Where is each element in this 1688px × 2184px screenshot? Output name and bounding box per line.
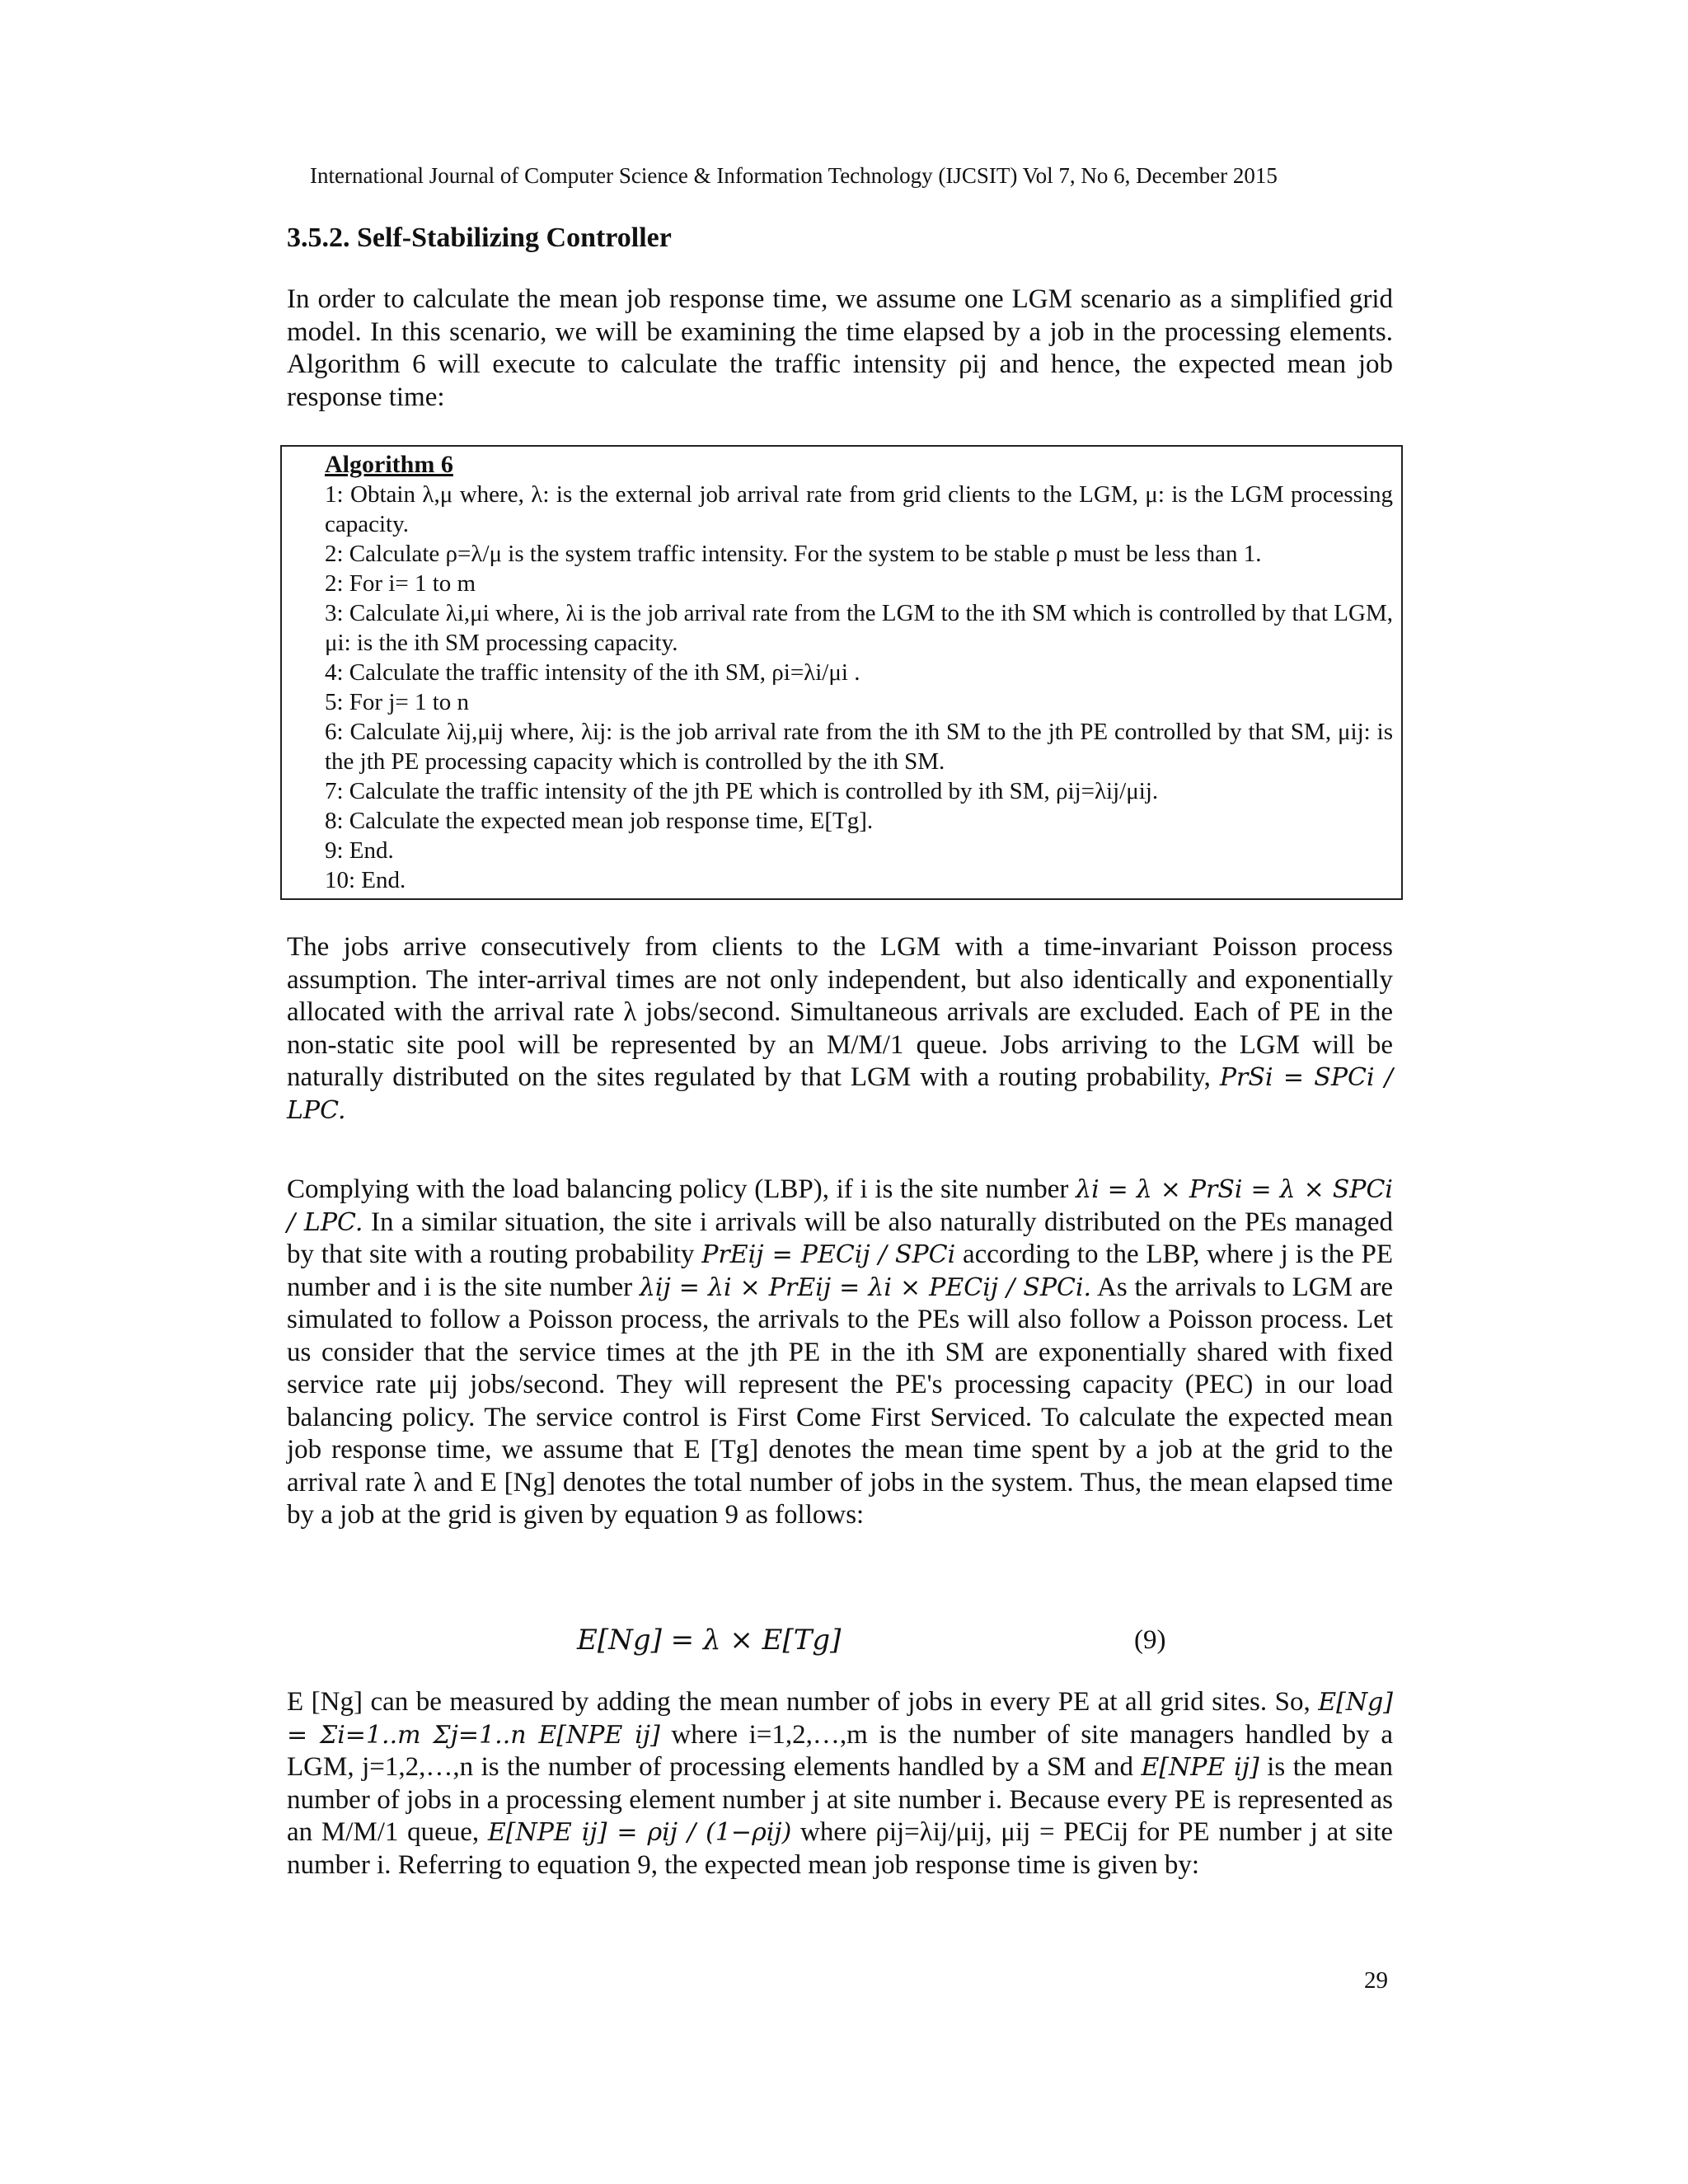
intro-paragraph: In order to calculate the mean job response time, we assume one LGM scenario as a simplified grid model. In this scenario, we will be examining the time elapsed by a job in the processing elements. Algorithm 6 will execute to calculate the traffic intensity ρij and hence, the expected mean job response time: [287,284,1393,412]
pe-arrival-formula: λij = λi × PrEij = λi × PECij / SPCi. [639,1272,1092,1302]
pe-jobs-formula: E[NPE ij] [1141,1753,1259,1782]
algorithm-line: 9: End. [325,837,394,864]
algorithm-line: 3: Calculate λi,μi where, λi is the job arrival rate from the LGM to the ith SM which is controlled by that LGM, μi: is the ith SM processing capacity. [325,600,1393,656]
load-balancing-paragraph [287,1174,1393,1532]
algorithm-line: 8: Calculate the expected mean job response time, E[Tg]. [325,808,874,834]
paragraph-text: is the mean number of jobs in a processing element number j at site number i. Because every PE is represented as an M/M/1 queue, [287,1752,1394,1847]
routing-probability-formula: PrSi = SPCi / LPC. [287,1063,1394,1125]
algorithm-line: 10: End. [325,867,406,893]
algorithm-box [280,445,1403,900]
algorithm-line: 1: Obtain λ,μ where, λ: is the external job arrival rate from grid clients to the LGM, μ: is the LGM processing capacity. [325,481,1393,537]
paragraph-text: E [Ng] can be measured by adding the mean number of jobs in every PE at all grid sites. So, [287,1687,1311,1717]
algorithm-line: 4: Calculate the traffic intensity of the ith SM, ρi=λi/μi . [325,659,860,686]
algorithm-title: Algorithm 6 [325,451,453,478]
pe-routing-formula: PrEij = PECij / SPCi [701,1240,956,1269]
section-title: 3.5.2. Self-Stabilizing Controller [287,223,672,253]
algorithm-content [325,450,1393,895]
paragraph-text: where ρij=λij/μij, μij = PECij for PE number j at site number i. Referring to equation 9, the expected mean job response time is given by: [287,1817,1394,1880]
paragraph-text: according to the LBP, where j is the PE number and i is the site number [287,1240,1394,1302]
equation-number: (9) [1134,1625,1166,1655]
equation-9: E[Ng] = λ × E[Tg] [577,1624,842,1657]
mean-jobs-paragraph [287,1686,1393,1882]
total-jobs-formula: E[Ng] = Σi=1..m Σj=1..n E[NPE ij] [287,1688,1393,1750]
site-arrival-formula: λi = λ × PrSi = λ × SPCi / LPC. [287,1175,1393,1237]
algorithm-line: 2: For i= 1 to m [325,570,476,597]
page-number: 29 [1364,1967,1388,1994]
arrival-process-paragraph [287,931,1393,1127]
paragraph-text: As the arrivals to LGM are simulated to follow a Poisson process, the arrivals to the PEs will also follow a Poisson process. Let us consider that the service times at the jth PE in the ith SM are exponentially shared with fixed service rate μij jobs/second. They will represent the PE's processing capacity (PEC) in our load balancing policy. The service control is First Come First Serviced. To calculate the expected mean job response time, we assume that E [Tg] denotes the mean time spent by a job at the grid to the arrival rate λ and E [Ng] denotes the total number of jobs in the system. Thus, the mean elapsed time by a job at the grid is given by equation 9 as follows: [287,1272,1394,1530]
paragraph-text: where i=1,2,…,m is the number of site managers handled by a LGM, j=1,2,…,n is the number of processing elements handled by a SM and [287,1719,1394,1782]
algorithm-line: 6: Calculate λij,μij where, λij: is the job arrival rate from the ith SM to the jth PE controlled by that SM, μij: is the jth PE processing capacity which is controlled by the ith SM. [325,719,1393,775]
running-header: International Journal of Computer Science & Information Technology (IJCSIT) Vol 7, No 6, December 2015 [310,163,1278,188]
algorithm-line: 2: Calculate ρ=λ/μ is the system traffic intensity. For the system to be stable ρ must be less than 1. [325,541,1262,567]
algorithm-line: 5: For j= 1 to n [325,689,470,715]
algorithm-line: 7: Calculate the traffic intensity of the jth PE which is controlled by ith SM, ρij=λij/μij. [325,778,1159,804]
paragraph-text: The jobs arrive consecutively from clients to the LGM with a time-invariant Poisson process assumption. The inter-arrival times are not only independent, but also identically and exponentially allocated with the arrival rate λ jobs/second. Simultaneous arrivals are excluded. Each of PE in the non-static site pool will be represented by an M/M/1 queue. Jobs arriving to the LGM will be naturally distributed on the sites regulated by that LGM with a routing probability, [287,932,1393,1092]
paragraph-text: In a similar situation, the site i arrivals will be also naturally distributed on the PEs managed by that site with a routing probability [287,1207,1393,1269]
mm1-queue-formula: E[NPE ij] = ρij / (1−ρij) [487,1818,792,1847]
paragraph-text: Complying with the load balancing policy (LBP), if i is the site number [287,1174,1069,1204]
